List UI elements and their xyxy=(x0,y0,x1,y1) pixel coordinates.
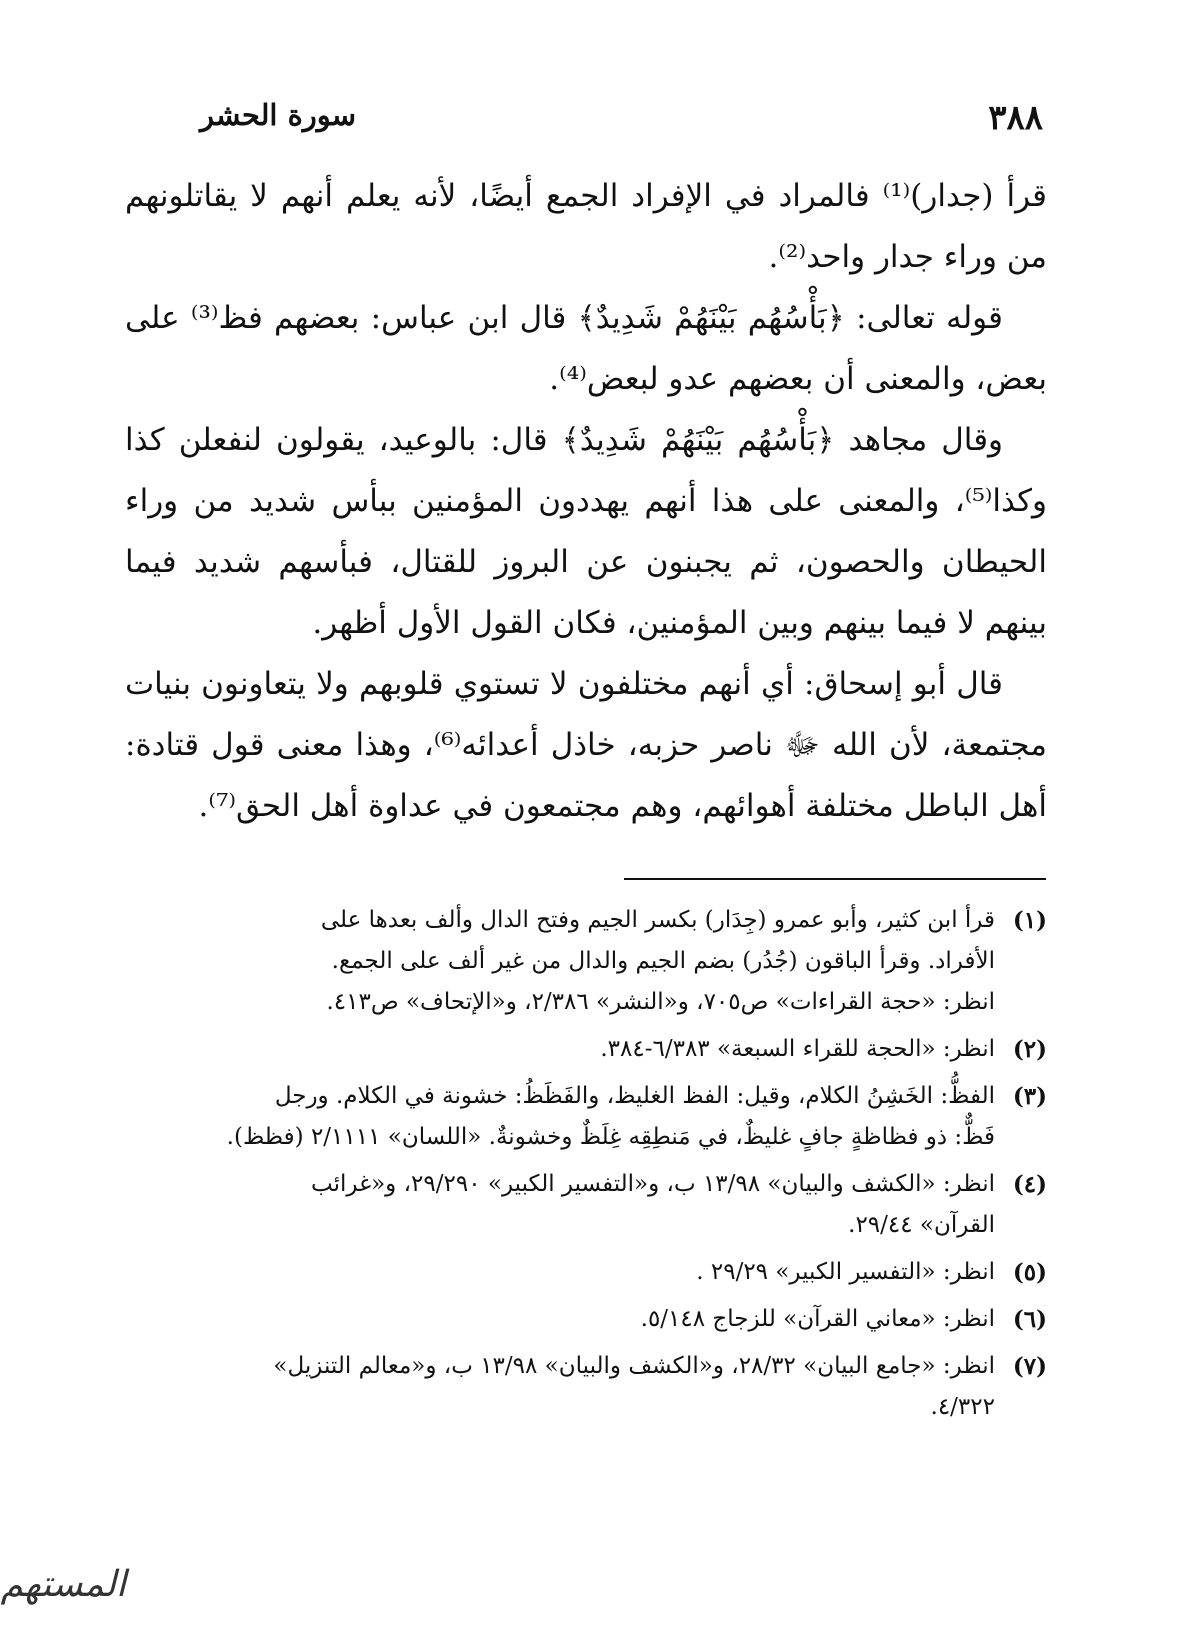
footnote-number: (٣) xyxy=(1012,1083,1047,1110)
footnote-number: (٢) xyxy=(1012,1036,1047,1063)
footnote-line: انظر: «حجة القراءات» ص٧٠٥، و«النشر» ٢/٣٨٦، و«الإتحاف» ص٤١٣. xyxy=(326,989,995,1015)
main-text xyxy=(125,166,1047,837)
paragraph-2: قوله تعالى: ﴿بَأْسُهُم بَيْنَهُمْ شَدِيدٌ﴾ قال ابن عباس: بعضهم فظ⁽³⁾ على بعض، والمعنى أن بعضهم عدو لبعض⁽⁴⁾. xyxy=(125,300,1047,397)
footnote-line: انظر: «معاني القرآن» للزجاج ٥/١٤٨. xyxy=(640,1306,995,1332)
footnote-line: الفظُّ: الخَشِنُ الكلام، وقيل: الفظ الغليظ، والفَظَظُ: خشونة في الكلام. ورجل xyxy=(274,1083,995,1109)
paragraph-3: وقال مجاهد ﴿بَأْسُهُم بَيْنَهُمْ شَدِيدٌ﴾ قال: بالوعيد، يقولون لنفعلن كذا وكذا⁽⁵⁾، والمعنى على هذا أنهم يهددون المؤمنين ببأس شديد من وراء الحيطان والحصون، ثم يجبنون عن البروز للقتال، فبأسهم شديد فيما بينهم لا فيما بينهم وبين المؤمنين، فكان القول الأول أظهر. xyxy=(125,422,1047,641)
footnote-divider xyxy=(624,878,1046,880)
footnote-number: (٤) xyxy=(1012,1171,1047,1198)
footnote-5 xyxy=(125,1252,1047,1293)
footnote-line: القرآن» ٢٩/٤٤. xyxy=(848,1212,995,1238)
page-number: ٣٨٨ xyxy=(988,98,1043,138)
footnote-line: الأفراد. وقرأ الباقون (جُدُر) بضم الجيم والدال من غير ألف على الجمع. xyxy=(331,948,995,974)
footnote-number: (١) xyxy=(1012,907,1047,934)
footnote-number: (٦) xyxy=(1012,1306,1047,1333)
footnote-2 xyxy=(125,1029,1047,1070)
footnote-number: (٧) xyxy=(1012,1353,1047,1380)
paragraph-4: قال أبو إسحاق: أي أنهم مختلفون لا تستوي قلوبهم ولا يتعاونون بنيات مجتمعة، لأن الله ﷻ ناصر حزبه، خاذل أعدائه⁽⁶⁾، وهذا معنى قول قتادة: أهل الباطل مختلفة أهوائهم، وهم مجتمعون في عداوة أهل الحق⁽⁷⁾. xyxy=(125,666,1047,824)
footnote-line: قرأ ابن كثير، وأبو عمرو (جِدَار) بكسر الجيم وفتح الدال وألف بعدها على xyxy=(320,907,995,933)
footnote-line: انظر: «جامع البيان» ٢٨/٣٢، و«الكشف والبيان» ١٣/٩٨ ب، و«معالم التنزيل» xyxy=(273,1353,995,1379)
footnote-6 xyxy=(125,1299,1047,1340)
footnote-line: ٤/٣٢٢. xyxy=(930,1394,995,1420)
footnote-line: فَظٌّ: ذو فظاظةٍ جافٍ غليظٌ، في مَنطِقِه غِلَظٌ وخشونةٌ. «اللسان» ٢/١١١١ (فظظ). xyxy=(226,1124,995,1150)
footnote-4 xyxy=(125,1164,1047,1246)
footnote-1 xyxy=(125,900,1047,1023)
footnotes xyxy=(125,900,1047,1434)
footnote-line: انظر: «الحجة للقراء السبعة» ٦/٣٨٣-٣٨٤. xyxy=(600,1036,995,1062)
footnote-number: (٥) xyxy=(1012,1259,1047,1286)
paragraph-1: قرأ (جدار)⁽¹⁾ فالمراد في الإفراد الجمع أيضًا، لأنه يعلم أنهم لا يقاتلونهم من وراء جدار واحد⁽²⁾. xyxy=(125,178,1047,275)
page-header xyxy=(200,98,1043,148)
footnote-3 xyxy=(125,1076,1047,1158)
watermark-logo: المستهم xyxy=(0,1564,126,1605)
surah-title: سورة الحشر xyxy=(200,98,357,132)
footnote-line: انظر: «التفسير الكبير» ٢٩/٢٩ . xyxy=(696,1259,995,1285)
footnote-7 xyxy=(125,1346,1047,1428)
footnote-line: انظر: «الكشف والبيان» ١٣/٩٨ ب، و«التفسير الكبير» ٢٩/٢٩٠، و«غرائب xyxy=(311,1171,995,1197)
